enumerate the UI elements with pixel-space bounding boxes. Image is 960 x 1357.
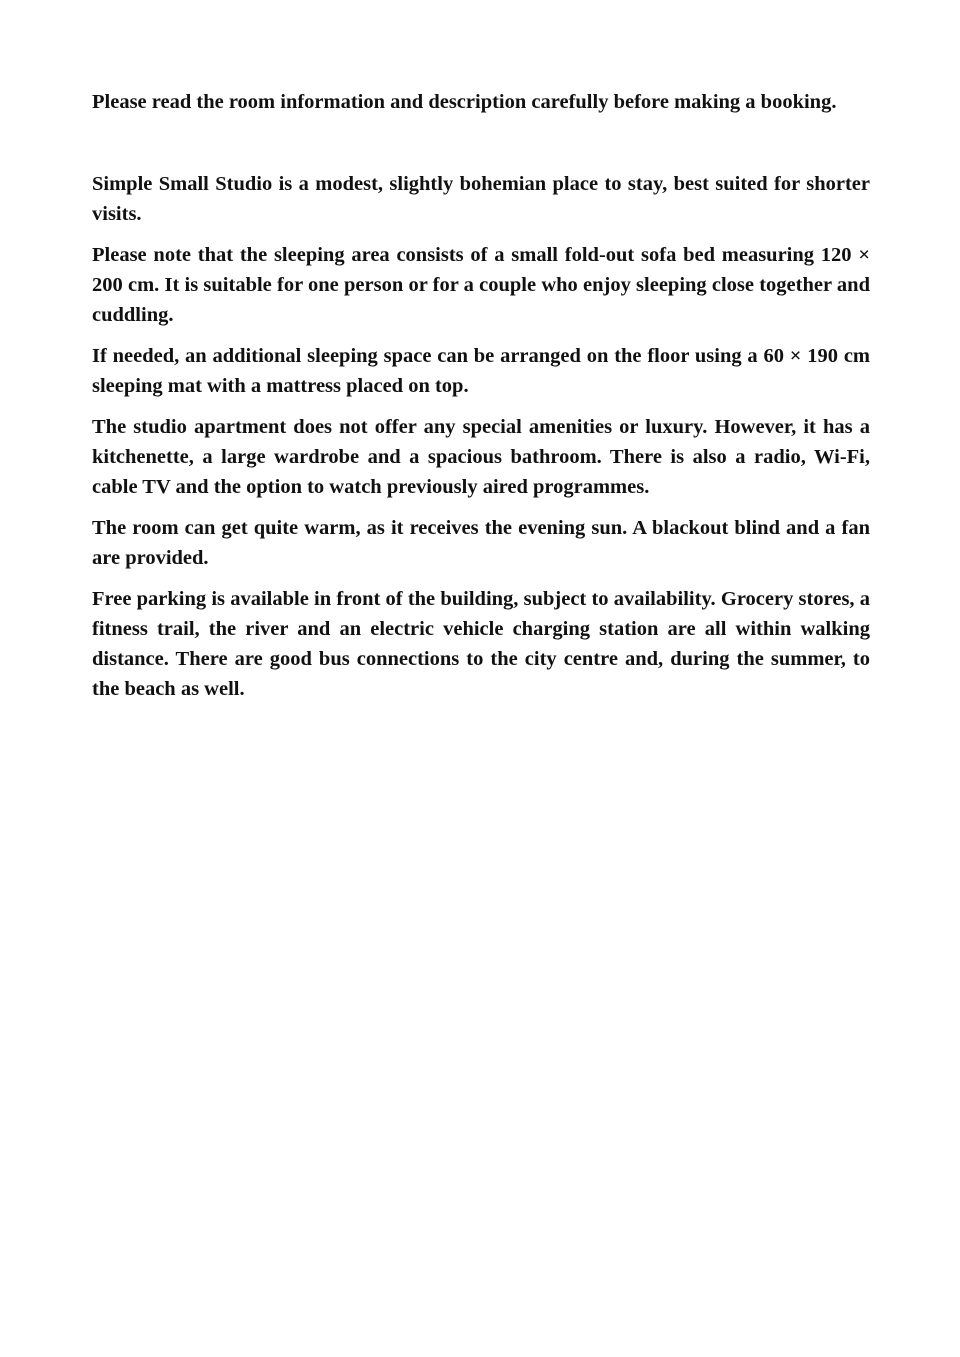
paragraph-extra-sleeping: If needed, an additional sleeping space can be arranged on the floor using a 60 × 190 cm sleeping mat with a mattress placed on top. — [92, 345, 870, 397]
paragraph-amenities: The studio apartment does not offer any special amenities or luxury. However, it has a kitchenette, a large wardrobe and a spacious bathroom. There is also a radio, Wi-Fi, cable TV and the option to watch previously aired programmes. — [92, 416, 870, 498]
paragraph-temperature: The room can get quite warm, as it receives the evening sun. A blackout blind and a fan are provided. — [92, 517, 870, 569]
intro-notice: Please read the room information and description carefully before making a booking. — [92, 91, 837, 113]
paragraph-sleeping-area: Please note that the sleeping area consists of a small fold-out sofa bed measuring 120 × 200 cm. It is suitable for one person or for a couple who enjoy sleeping close together and cuddling. — [92, 244, 870, 326]
paragraph-location: Free parking is available in front of the building, subject to availability. Grocery stores, a fitness trail, the river and an electric vehicle charging station are all within walking distance. There are good bus connections to the city centre and, during the summer, to the beach as well. — [92, 588, 870, 700]
paragraph-overview: Simple Small Studio is a modest, slightly bohemian place to stay, best suited for shorter visits. — [92, 173, 870, 225]
